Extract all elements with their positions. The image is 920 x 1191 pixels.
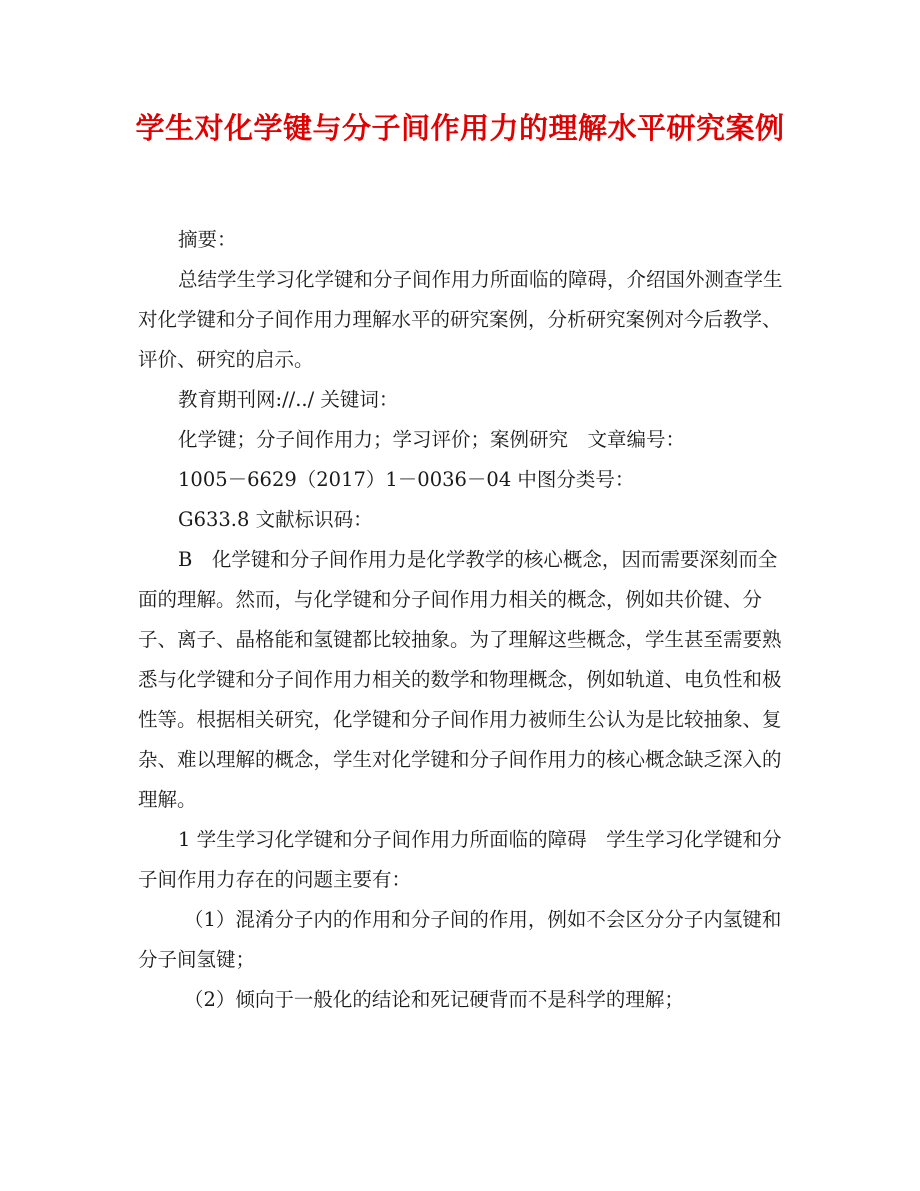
list-item: （2）倾向于一般化的结论和死记硬背而不是科学的理解；	[184, 988, 684, 1011]
list-item: （1）混淆分子内的作用和分子间的作用，例如不会区分分子内氢键和分子间氢键；	[138, 908, 782, 971]
article-number: 1005－6629（2017）1－0036－04 中图分类号：	[178, 468, 635, 491]
abstract-text: 总结学生学习化学键和分子间作用力所面临的障碍，介绍国外测查学生对化学键和分子间作用力理解水平的研究案例，分析研究案例对今后教学、评价、研究的启示。	[138, 268, 783, 371]
abstract-heading: 摘要：	[178, 228, 237, 251]
intro-paragraph: B 化学键和分子间作用力是化学教学的核心概念，因而需要深刻而全面的理解。然而，与化学键和分子间作用力相关的概念，例如共价键、分子、离子、晶格能和氢键都比较抽象。为了理解这些概念，学生甚至需要熟悉与化学键和分子间作用力相关的数学和物理概念，例如轨道、电负性和极性等。根据相关研究，化学键和分子间作用力被师生公认为是比较抽象、复杂、难以理解的概念，学生对化学键和分子间作用力的核心概念缺乏深入的理解。	[138, 548, 782, 811]
classification-number: G633.8 文献标识码：	[178, 508, 373, 531]
document-title: 学生对化学键与分子间作用力的理解水平研究案例	[135, 111, 785, 145]
keywords-text: 化学键；分子间作用力；学习评价；案例研究 文章编号：	[178, 428, 686, 451]
keywords-line: 教育期刊网://../ 关键词：	[178, 388, 399, 411]
section-1-heading: 1 学生学习化学键和分子间作用力所面临的障碍 学生学习化学键和分子间作用力存在的问题主要有：	[138, 828, 782, 891]
document-body	[138, 220, 788, 1020]
